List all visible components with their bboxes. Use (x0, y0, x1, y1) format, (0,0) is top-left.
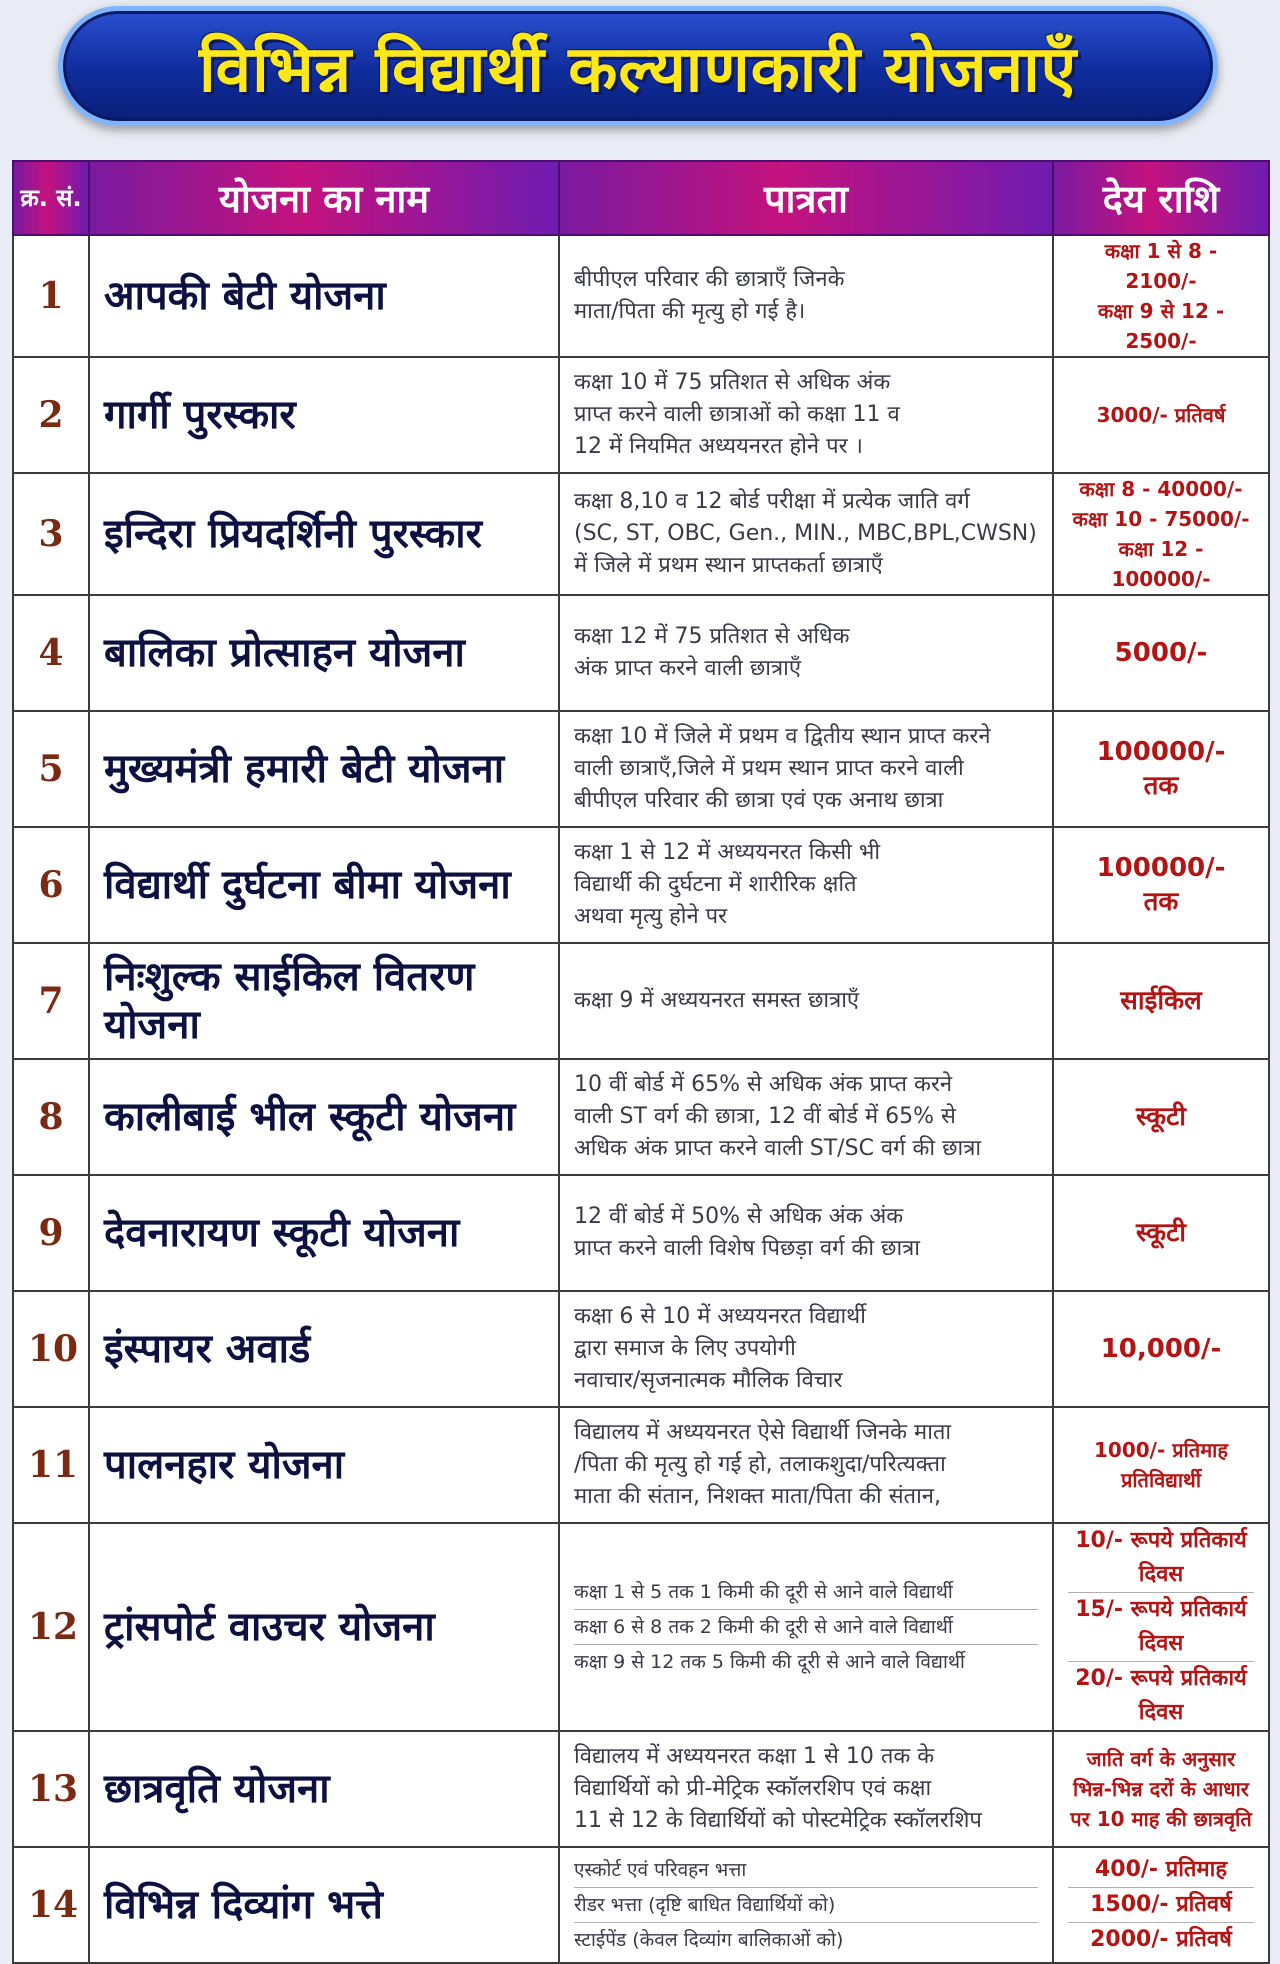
row-serial-number: 10 (13, 1291, 89, 1407)
amount-line: भिन्न-भिन्न दरों के आधार (1073, 1777, 1249, 1801)
eligibility-line: कक्षा 10 में जिले में प्रथम व द्वितीय स्थान प्राप्त करने (574, 724, 991, 749)
eligibility-line: 11 से 12 के विद्यार्थियों को पोस्टमेट्रिक स्कॉलरशिप (574, 1808, 982, 1833)
table-row (13, 1847, 1269, 1963)
row-serial-number: 2 (13, 357, 89, 473)
scheme-name: मुख्यमंत्री हमारी बेटी योजना (89, 711, 559, 827)
amount-line: जाति वर्ग के अनुसार (1086, 1747, 1236, 1771)
eligibility-line: विद्यार्थी की दुर्घटना में शारीरिक क्षति (574, 872, 857, 897)
eligibility-line: कक्षा 12 में 75 प्रतिशत से अधिक (574, 624, 850, 649)
scheme-amount (1053, 235, 1269, 357)
scheme-name: कालीबाई भील स्कूटी योजना (89, 1059, 559, 1175)
scheme-amount (1053, 1059, 1269, 1175)
table-row (13, 1731, 1269, 1847)
table-row (13, 473, 1269, 595)
scheme-amount (1053, 1291, 1269, 1407)
scheme-eligibility (559, 1059, 1053, 1175)
eligibility-line: 10 वीं बोर्ड में 65% से अधिक अंक प्राप्त करने (574, 1072, 953, 1097)
table-row (13, 827, 1269, 943)
eligibility-line: प्राप्त करने वाली विशेष पिछड़ा वर्ग की छात्रा (574, 1236, 920, 1261)
scheme-name: आपकी बेटी योजना (89, 235, 559, 357)
header-eligibility: पात्रता (559, 161, 1053, 235)
scheme-eligibility (559, 827, 1053, 943)
row-serial-number: 4 (13, 595, 89, 711)
scheme-name: गार्गी पुरस्कार (89, 357, 559, 473)
eligibility-line: नवाचार/सृजनात्मक मौलिक विचार (574, 1368, 843, 1393)
amount-line: कक्षा 1 से 8 - 2100/- (1104, 239, 1218, 293)
amount-line: कक्षा 10 - 75000/- (1072, 507, 1250, 531)
header-amount: देय राशि (1053, 161, 1269, 235)
amount-line: 20/- रूपये प्रतिकार्य दिवस (1075, 1666, 1247, 1725)
scheme-name: निःशुल्क साईकिल वितरण योजना (89, 943, 559, 1059)
row-serial-number: 7 (13, 943, 89, 1059)
eligibility-line: प्राप्त करने वाली छात्राओं को कक्षा 11 व (574, 402, 900, 427)
row-serial-number: 11 (13, 1407, 89, 1523)
eligibility-line: कक्षा 6 से 8 तक 2 किमी की दूरी से आने वाले विद्यार्थी (574, 1610, 1038, 1645)
amount-line: प्रतिविद्यार्थी (1121, 1468, 1201, 1492)
table-row (13, 943, 1269, 1059)
amount-line: स्कूटी (1136, 1102, 1186, 1132)
scheme-eligibility (559, 711, 1053, 827)
row-serial-number: 9 (13, 1175, 89, 1291)
scheme-eligibility (559, 357, 1053, 473)
scheme-amount (1053, 711, 1269, 827)
table-header-row (13, 161, 1269, 235)
scheme-eligibility (559, 1523, 1053, 1731)
amount-line: पर 10 माह की छात्रवृति (1070, 1807, 1252, 1831)
table-row (13, 711, 1269, 827)
row-serial-number: 8 (13, 1059, 89, 1175)
header-sno: क्र. सं. (13, 161, 89, 235)
scheme-name: ट्रांसपोर्ट वाउचर योजना (89, 1523, 559, 1731)
eligibility-line: विद्यालय में अध्ययनरत ऐसे विद्यार्थी जिनके माता (574, 1420, 952, 1445)
scheme-eligibility (559, 1407, 1053, 1523)
row-serial-number: 3 (13, 473, 89, 595)
table-row (13, 595, 1269, 711)
amount-line: तक (1143, 887, 1179, 917)
scheme-name: विद्यार्थी दुर्घटना बीमा योजना (89, 827, 559, 943)
eligibility-line: माता की संतान, निशक्त माता/पिता की संतान, (574, 1484, 942, 1509)
schemes-table (12, 160, 1270, 1964)
amount-line: 10/- रूपये प्रतिकार्य दिवस (1068, 1524, 1254, 1593)
table-row (13, 1407, 1269, 1523)
scheme-eligibility (559, 473, 1053, 595)
scheme-name: देवनारायण स्कूटी योजना (89, 1175, 559, 1291)
amount-line: 15/- रूपये प्रतिकार्य दिवस (1068, 1593, 1254, 1662)
table-row (13, 1523, 1269, 1731)
scheme-name: इंस्पायर अवार्ड (89, 1291, 559, 1407)
eligibility-line: 12 में नियमित अध्ययनरत होने पर । (574, 434, 863, 459)
eligibility-line: कक्षा 8,10 व 12 बोर्ड परीक्षा में प्रत्येक जाति वर्ग (574, 489, 970, 514)
row-serial-number: 6 (13, 827, 89, 943)
eligibility-line: अथवा मृत्यु होने पर (574, 904, 728, 929)
eligibility-line: कक्षा 6 से 10 में अध्ययनरत विद्यार्थी (574, 1304, 866, 1329)
amount-line: 10,000/- (1100, 1334, 1222, 1364)
amount-line: 1500/- प्रतिवर्ष (1068, 1888, 1254, 1923)
scheme-name: इन्दिरा प्रियदर्शिनी पुरस्कार (89, 473, 559, 595)
scheme-amount (1053, 357, 1269, 473)
eligibility-line: रीडर भत्ता (दृष्टि बाधित विद्यार्थियों को) (574, 1888, 1038, 1923)
scheme-eligibility (559, 1731, 1053, 1847)
amount-line: 5000/- (1114, 638, 1208, 668)
scheme-amount (1053, 1731, 1269, 1847)
eligibility-line: (SC, ST, OBC, Gen., MIN., MBC,BPL,CWSN) (574, 521, 1037, 546)
row-serial-number: 5 (13, 711, 89, 827)
header-name: योजना का नाम (89, 161, 559, 235)
eligibility-line: वाली ST वर्ग की छात्रा, 12 वीं बोर्ड में 65% से (574, 1104, 956, 1129)
eligibility-line: बीपीएल परिवार की छात्राएँ जिनके (574, 267, 845, 292)
eligibility-line: अधिक अंक प्राप्त करने वाली ST/SC वर्ग की छात्रा (574, 1136, 982, 1161)
scheme-amount (1053, 827, 1269, 943)
row-serial-number: 12 (13, 1523, 89, 1731)
eligibility-line: एस्कोर्ट एवं परिवहन भत्ता (574, 1853, 1038, 1888)
page-title: विभिन्न विद्यार्थी कल्याणकारी योजनाएँ (198, 32, 1078, 107)
eligibility-line: विद्यालय में अध्ययनरत कक्षा 1 से 10 तक के (574, 1744, 935, 1769)
scheme-amount (1053, 943, 1269, 1059)
scheme-amount (1053, 473, 1269, 595)
scheme-eligibility (559, 943, 1053, 1059)
eligibility-line: द्वारा समाज के लिए उपयोगी (574, 1336, 796, 1361)
eligibility-line: कक्षा 9 में अध्ययनरत समस्त छात्राएँ (574, 988, 860, 1013)
amount-line: तक (1143, 771, 1179, 801)
table-row (13, 1291, 1269, 1407)
row-serial-number: 14 (13, 1847, 89, 1963)
scheme-amount (1053, 1847, 1269, 1963)
amount-line: 100000/- (1096, 853, 1226, 883)
amount-line: कक्षा 9 से 12 - 2500/- (1097, 299, 1225, 353)
eligibility-line: कक्षा 9 से 12 तक 5 किमी की दूरी से आने वाले विद्यार्थी (574, 1651, 965, 1673)
scheme-name: विभिन्न दिव्यांग भत्ते (89, 1847, 559, 1963)
eligibility-line: कक्षा 10 में 75 प्रतिशत से अधिक अंक (574, 370, 891, 395)
scheme-name: बालिका प्रोत्साहन योजना (89, 595, 559, 711)
eligibility-line: अंक प्राप्त करने वाली छात्राएँ (574, 656, 801, 681)
scheme-eligibility (559, 1291, 1053, 1407)
eligibility-line: विद्यार्थियों को प्री-मेट्रिक स्कॉलरशिप एवं कक्षा (574, 1776, 932, 1801)
eligibility-line: में जिले में प्रथम स्थान प्राप्तकर्ता छात्राएँ (574, 553, 883, 578)
scheme-eligibility (559, 595, 1053, 711)
scheme-amount (1053, 1407, 1269, 1523)
scheme-amount (1053, 1523, 1269, 1731)
scheme-name: पालनहार योजना (89, 1407, 559, 1523)
scheme-name: छात्रवृति योजना (89, 1731, 559, 1847)
amount-line: कक्षा 8 - 40000/- (1079, 477, 1243, 501)
amount-line: साईकिल (1120, 986, 1202, 1016)
title-banner (58, 6, 1218, 126)
amount-line: 1000/- प्रतिमाह (1094, 1438, 1228, 1462)
scheme-amount (1053, 595, 1269, 711)
amount-line: 400/- प्रतिमाह (1068, 1853, 1254, 1888)
amount-line: कक्षा 12 - 100000/- (1111, 537, 1211, 591)
scheme-amount (1053, 1175, 1269, 1291)
table-row (13, 1059, 1269, 1175)
amount-line: स्कूटी (1136, 1218, 1186, 1248)
eligibility-line: /पिता की मृत्यु हो गई हो, तलाकशुदा/परित्यक्ता (574, 1452, 946, 1477)
amount-line: 3000/- प्रतिवर्ष (1096, 403, 1226, 427)
eligibility-line: कक्षा 1 से 5 तक 1 किमी की दूरी से आने वाले विद्यार्थी (574, 1575, 1038, 1610)
amount-line: 100000/- (1096, 737, 1226, 767)
scheme-eligibility (559, 1847, 1053, 1963)
eligibility-line: 12 वीं बोर्ड में 50% से अधिक अंक अंक (574, 1204, 904, 1229)
eligibility-line: बीपीएल परिवार की छात्रा एवं एक अनाथ छात्रा (574, 788, 944, 813)
table-row (13, 357, 1269, 473)
amount-line: 2000/- प्रतिवर्ष (1090, 1927, 1232, 1952)
row-serial-number: 1 (13, 235, 89, 357)
eligibility-line: माता/पिता की मृत्यु हो गई है। (574, 299, 806, 324)
eligibility-line: स्टाईपेंड (केवल दिव्यांग बालिकाओं को) (574, 1929, 844, 1951)
scheme-eligibility (559, 235, 1053, 357)
scheme-eligibility (559, 1175, 1053, 1291)
table-row (13, 235, 1269, 357)
row-serial-number: 13 (13, 1731, 89, 1847)
table-row (13, 1175, 1269, 1291)
eligibility-line: वाली छात्राएँ,जिले में प्रथम स्थान प्राप्त करने वाली (574, 756, 964, 781)
eligibility-line: कक्षा 1 से 12 में अध्ययनरत किसी भी (574, 840, 881, 865)
